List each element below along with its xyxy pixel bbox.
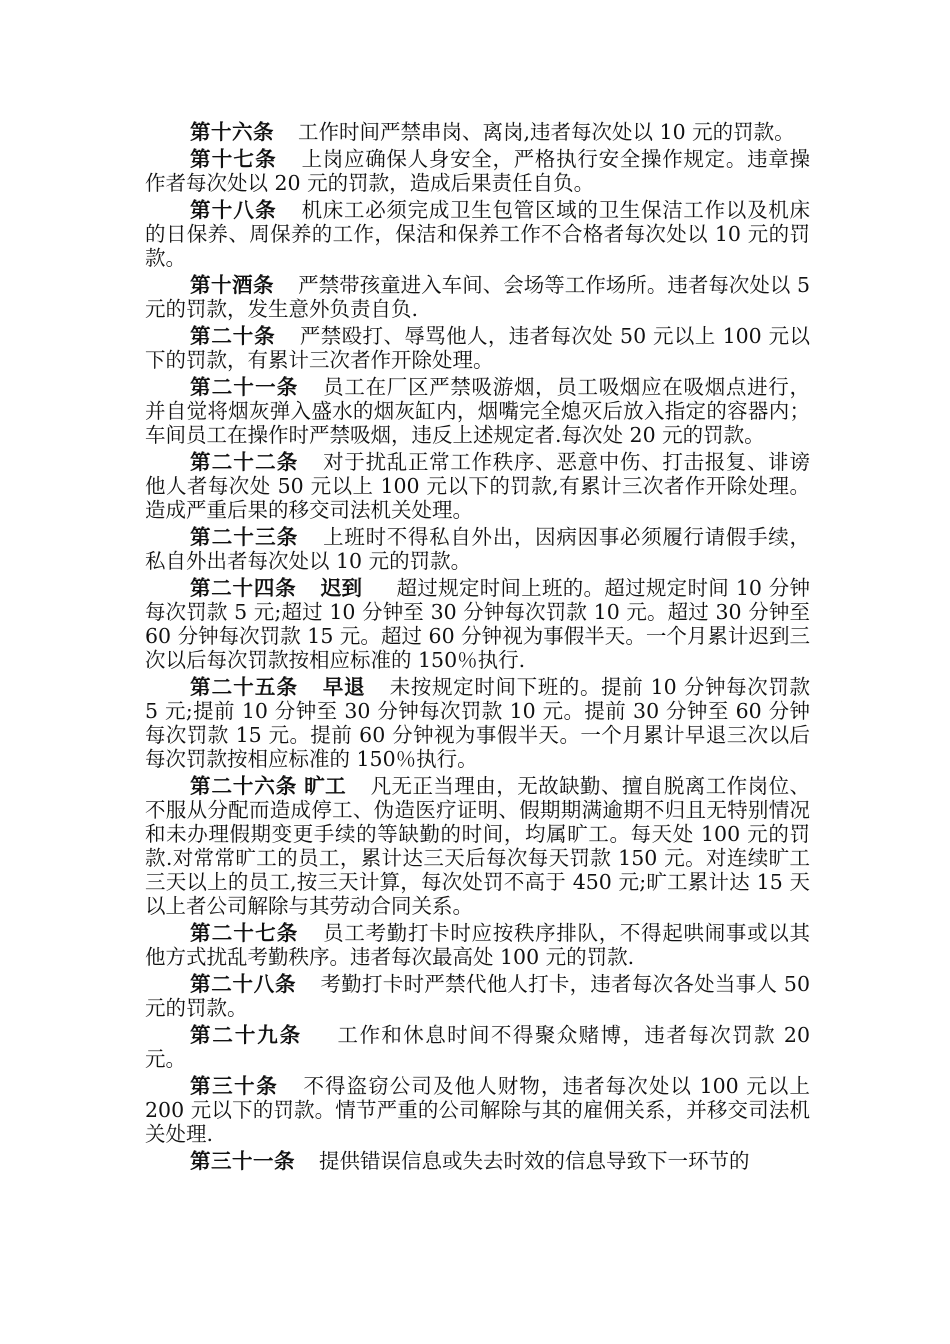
clause-23 (145, 525, 810, 573)
clause-number: 第二十九条 (190, 1023, 303, 1047)
clause-number: 第十六条 (190, 120, 274, 144)
clause-text: 未按规定时间下班的。提前 10 分钟每次罚款 5 元;提前 10 分钟至 30 分钟每次罚款 10 元。提前 30 分钟至 60 分钟每次罚款 15 元。提前 60 分钟视为事假半天。一个月累计早退三次以后每次罚款按相应标准的 150％执行。 (145, 675, 811, 771)
clause-text: 超过规定时间上班的。超过规定时间 10 分钟每次罚款 5 元;超过 10 分钟至 30 分钟每次罚款 10 元。超过 30 分钟至 60 分钟每次罚款 15 元。超过 60 分钟视为事假半天。一个月累计迟到三次以后每次罚款按相应标准的 150％执行. (145, 576, 810, 672)
clause-text: 对于扰乱正常工作秩序、恶意中伤、打击报复、诽谤他人者每次处 50 元以上 100 元以下的罚款,有累计三次者作开除处理。造成严重后果的移交司法机关处理。 (145, 450, 811, 522)
clause-number: 第十酒条 (190, 273, 275, 297)
clause-text: 凡无正当理由，无故缺勤、擅自脱离工作岗位、不服从分配而造成停工、伪造医疗证明、假期期满逾期不归且无特别情况和未办理假期变更手续的等缺勤的时间，均属旷工。每天处 100 元的罚款.对常常旷工的员工，累计达三天后每次每天罚款 150 元。对连续旷工三天以上的员工,按三天计算，每次处罚不高于 450 元;旷工累计达 15 天以上者公司解除与其劳动合同关系。 (145, 774, 811, 918)
clause-text: 上岗应确保人身安全，严格执行安全操作规定。违章操作者每次处以 20 元的罚款，造成后果责任自负。 (145, 147, 811, 195)
clause-16 (145, 120, 810, 144)
clause-27 (145, 921, 810, 969)
clause-number: 第二十七条 (190, 921, 299, 945)
clause-19 (145, 273, 810, 321)
clause-22 (145, 450, 810, 522)
clause-31 (145, 1149, 810, 1173)
clause-number: 第十八条 (190, 198, 277, 222)
clause-number: 第三十条 (190, 1074, 279, 1098)
clause-28 (145, 972, 810, 1020)
clause-text: 工作和休息时间不得聚众赌博，违者每次罚款 20 元。 (145, 1023, 810, 1071)
clause-text: 员工在厂区严禁吸游烟，员工吸烟应在吸烟点进行，并自觉将烟灰弹入盛水的烟灰缸内，烟嘴完全熄灭后放入指定的容器内；车间员工在操作时严禁吸烟，违反上述规定者.每次处 20 元的罚款。 (145, 375, 811, 447)
clause-26 (145, 774, 810, 918)
clause-17 (145, 147, 810, 195)
clause-number: 第三十一条 (190, 1149, 295, 1173)
clause-21 (145, 375, 810, 447)
clause-text: 严禁殴打、辱骂他人，违者每次处 50 元以上 100 元以下的罚款，有累计三次者作开除处理。 (145, 324, 810, 372)
clause-text: 工作时间严禁串岗、离岗,违者每次处以 10 元的罚款。 (298, 120, 795, 144)
clause-number: 第二十一条 (190, 375, 299, 399)
document-page (145, 120, 810, 1176)
clause-number: 第二十条 (190, 324, 276, 348)
clause-text: 提供错误信息或失去时效的信息导致下一环节的 (319, 1149, 750, 1173)
clause-text: 机床工必须完成卫生包管区域的卫生保洁工作以及机床的日保养、周保养的工作，保洁和保养工作不合格者每次处以 10 元的罚款。 (145, 198, 811, 270)
clause-text: 考勤打卡时严禁代他人打卡，违者每次各处当事人 50 元的罚款。 (145, 972, 810, 1020)
clause-number: 第二十四条 (190, 576, 297, 600)
clause-number: 第十七条 (190, 147, 277, 171)
clause-keyword: 旷工 (304, 774, 347, 798)
clause-number: 第二十五条 (190, 675, 299, 699)
clause-number: 第二十八条 (190, 972, 297, 996)
clause-20 (145, 324, 810, 372)
clause-24 (145, 576, 810, 672)
clause-number: 第二十六条 (190, 774, 298, 798)
clause-text: 严禁带孩童进入车间、会场等工作场所。违者每次处以 5 元的罚款，发生意外负责自负. (145, 273, 810, 321)
clause-text: 不得盗窃公司及他人财物，违者每次处以 100 元以上 200 元以下的罚款。情节严重的公司解除与其的雇佣关系，并移交司法机关处理. (145, 1074, 811, 1146)
clause-text: 上班时不得私自外出，因病因事必须履行请假手续，私自外出者每次处以 10 元的罚款。 (145, 525, 811, 573)
clause-30 (145, 1074, 810, 1146)
clause-25 (145, 675, 810, 771)
clause-18 (145, 198, 810, 270)
clause-text: 员工考勤打卡时应按秩序排队，不得起哄闹事或以其他方式扰乱考勤秩序。违者每次最高处 100 元的罚款. (145, 921, 811, 969)
clause-number: 第二十二条 (190, 450, 299, 474)
clause-number: 第二十三条 (190, 525, 299, 549)
clause-29 (145, 1023, 810, 1071)
clause-keyword: 早退 (322, 675, 366, 699)
clause-keyword: 迟到 (320, 576, 363, 600)
